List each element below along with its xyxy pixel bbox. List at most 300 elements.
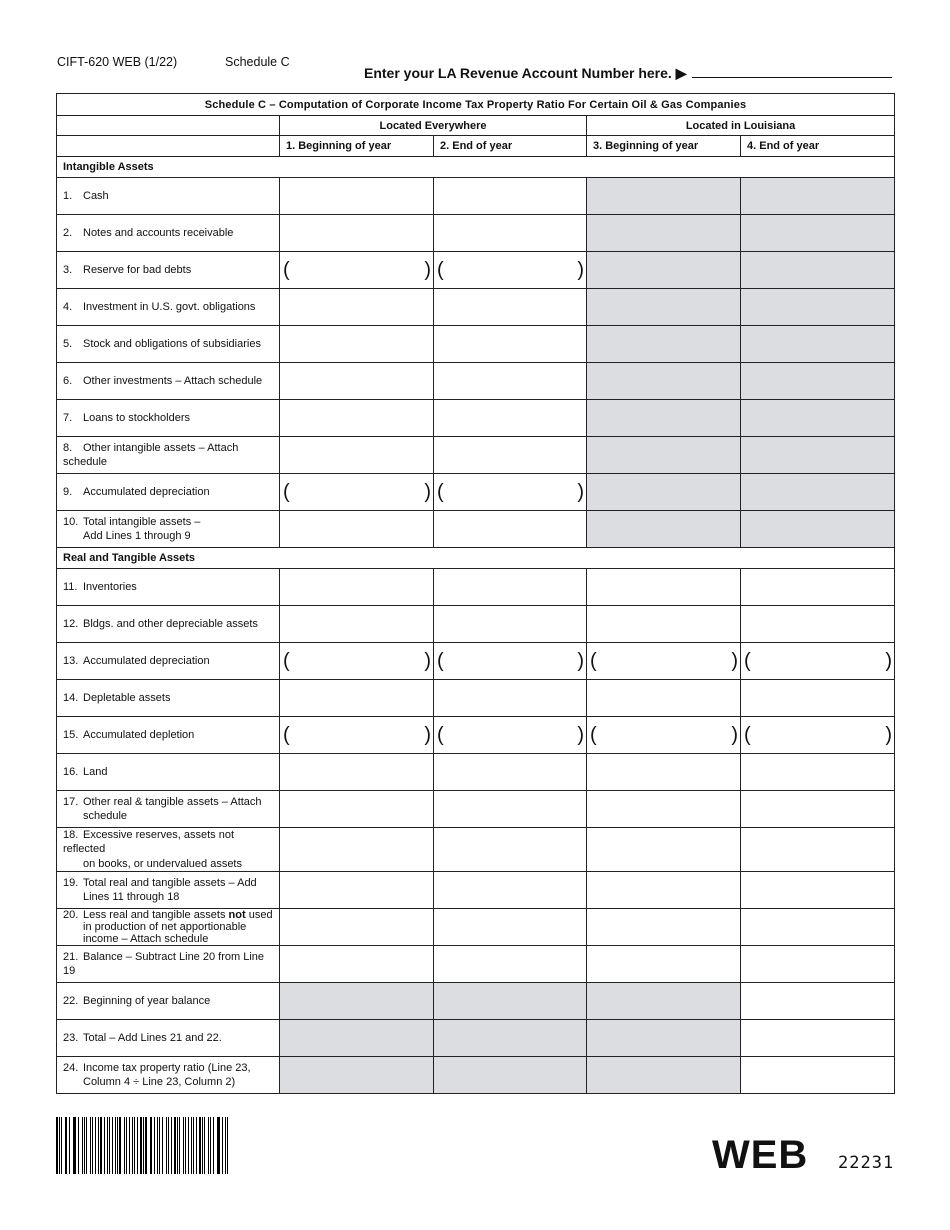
line-20-column-1-entry[interactable]: [280, 908, 434, 945]
barcode-bar: [154, 1117, 155, 1174]
line-label: [57, 643, 280, 680]
line-text: Total intangible assets –: [83, 515, 201, 528]
line-14-column-2-entry[interactable]: [434, 680, 587, 717]
line-10-column-4-shaded: [741, 511, 895, 548]
close-paren: ): [731, 724, 738, 746]
line-19-column-4-entry[interactable]: [741, 871, 895, 908]
line-16-column-2-entry[interactable]: [434, 754, 587, 791]
table-row: [57, 946, 895, 983]
blank-header-cell: [57, 116, 280, 136]
line-number: 2.: [63, 226, 73, 239]
line-text-emphasis: not: [228, 908, 246, 921]
line-number: 6.: [63, 374, 73, 387]
line-text: Depletable assets: [83, 691, 171, 704]
line-20-column-4-entry[interactable]: [741, 908, 895, 945]
barcode-bar: [227, 1117, 228, 1174]
open-paren: (: [283, 650, 290, 672]
line-10-column-3-shaded: [587, 511, 741, 548]
line-number: 11.: [63, 580, 78, 593]
line-text-cont: Lines 11 through 18: [83, 890, 180, 903]
line-5-column-4-shaded: [741, 326, 895, 363]
barcode-bar: [66, 1117, 67, 1174]
barcode-bar: [90, 1117, 91, 1174]
line-number: 23.: [63, 1032, 79, 1045]
line-text: Accumulated depreciation: [83, 485, 210, 498]
line-label: [57, 289, 280, 326]
line-text-cont: schedule: [83, 810, 128, 822]
line-24-column-3-shaded: [587, 1057, 741, 1094]
barcode-bar: [217, 1117, 218, 1174]
line-19-column-3-entry[interactable]: [587, 871, 741, 908]
table-row: [57, 363, 895, 400]
barcode-bar: [104, 1117, 105, 1174]
open-paren: (: [283, 259, 290, 281]
close-paren: ): [424, 724, 431, 746]
barcode-bar: [145, 1117, 147, 1174]
line-number: 14.: [63, 691, 79, 704]
barcode-bar: [159, 1117, 160, 1174]
line-7-column-2-entry[interactable]: [434, 400, 587, 437]
line-number: 13.: [63, 654, 79, 667]
line-7-column-4-shaded: [741, 400, 895, 437]
table-title: Schedule C – Computation of Corporate Income Tax Property Ratio For Certain Oil & Gas Companies: [57, 94, 895, 116]
barcode: [56, 1117, 230, 1174]
barcode-bar: [82, 1117, 83, 1174]
line-text: Inventories: [83, 580, 137, 593]
line-number: 5.: [63, 337, 73, 350]
line-18-column-4-entry[interactable]: [741, 828, 895, 872]
column-2-header: 2. End of year: [434, 136, 587, 157]
barcode-bar: [86, 1117, 87, 1174]
line-text: Total – Add Lines 21 and 22.: [83, 1032, 222, 1045]
line-text: Other real & tangible assets – Attach: [83, 795, 262, 808]
line-text: Income tax property ratio (Line 23,: [83, 1061, 251, 1074]
line-text: Reserve for bad debts: [83, 263, 192, 276]
close-paren: ): [577, 259, 584, 281]
line-text: used: [245, 908, 273, 921]
line-23-column-4-entry[interactable]: [741, 1020, 895, 1057]
line-text: Total real and tangible assets – Add: [83, 876, 257, 889]
line-14-column-1-entry[interactable]: [280, 680, 434, 717]
line-number: 19.: [63, 876, 79, 889]
open-paren: (: [437, 650, 444, 672]
table-row: [57, 326, 895, 363]
line-23-column-2-shaded: [434, 1020, 587, 1057]
line-label: [57, 606, 280, 643]
barcode-bar: [65, 1117, 66, 1174]
line-22-column-3-shaded: [587, 983, 741, 1020]
line-label: [57, 946, 280, 983]
barcode-bar: [137, 1117, 138, 1174]
open-paren: (: [437, 724, 444, 746]
line-17-column-2-entry[interactable]: [434, 791, 587, 828]
line-label: [57, 363, 280, 400]
line-17-column-4-entry[interactable]: [741, 791, 895, 828]
barcode-bar: [150, 1117, 151, 1174]
line-17-column-1-entry[interactable]: [280, 791, 434, 828]
barcode-bar: [56, 1117, 58, 1174]
column-4-header: 4. End of year: [741, 136, 895, 157]
barcode-bar: [157, 1117, 158, 1174]
line-2-column-3-shaded: [587, 215, 741, 252]
open-paren: (: [744, 724, 751, 746]
line-10-column-1-entry[interactable]: [280, 511, 434, 548]
line-label: [57, 215, 280, 252]
line-6-column-2-entry[interactable]: [434, 363, 587, 400]
line-11-column-3-entry[interactable]: [587, 569, 741, 606]
line-19-column-2-entry[interactable]: [434, 871, 587, 908]
line-number: 15.: [63, 728, 79, 741]
barcode-bar: [199, 1117, 201, 1174]
table-row: [57, 1020, 895, 1057]
barcode-bar: [188, 1117, 189, 1174]
group-located-everywhere: Located Everywhere: [280, 116, 587, 136]
line-number: 1.: [63, 189, 73, 202]
table-row: [57, 871, 895, 908]
line-1-column-4-shaded: [741, 178, 895, 215]
table-row: [57, 437, 895, 474]
blank-header-cell: [57, 136, 280, 157]
barcode-bar: [151, 1117, 152, 1174]
line-5-column-3-shaded: [587, 326, 741, 363]
barcode-bar: [177, 1117, 178, 1174]
line-label: [57, 400, 280, 437]
line-13-column-4-entry[interactable]: [741, 643, 895, 680]
barcode-bar: [166, 1117, 167, 1174]
line-number: 16.: [63, 765, 79, 778]
account-number-label: Enter your LA Revenue Account Number here. ▶: [364, 65, 687, 81]
line-4-column-4-shaded: [741, 289, 895, 326]
line-text-cont: on books, or undervalued assets: [83, 857, 242, 870]
line-22-column-1-shaded: [280, 983, 434, 1020]
line-5-column-2-entry[interactable]: [434, 326, 587, 363]
line-5-column-1-entry[interactable]: [280, 326, 434, 363]
open-paren: (: [744, 650, 751, 672]
line-number: 24.: [63, 1061, 79, 1074]
line-8-column-1-entry[interactable]: [280, 437, 434, 474]
barcode-bar: [171, 1117, 172, 1174]
table-row: [57, 511, 895, 548]
line-number: 17.: [63, 795, 79, 808]
line-9-column-2-entry[interactable]: [434, 474, 587, 511]
open-paren: (: [590, 650, 597, 672]
line-text: Notes and accounts receivable: [83, 226, 234, 239]
table-row: [57, 717, 895, 754]
barcode-bar: [191, 1117, 192, 1174]
line-2-column-1-entry[interactable]: [280, 215, 434, 252]
barcode-bar: [143, 1117, 144, 1174]
table-row: [57, 400, 895, 437]
barcode-bar: [140, 1117, 141, 1174]
line-number: 4.: [63, 300, 73, 313]
open-paren: (: [283, 481, 290, 503]
open-paren: (: [437, 259, 444, 281]
line-11-column-4-entry[interactable]: [741, 569, 895, 606]
barcode-bar: [132, 1117, 133, 1174]
line-3-column-4-shaded: [741, 252, 895, 289]
line-number: 8.: [63, 441, 73, 454]
close-paren: ): [577, 650, 584, 672]
web-mark: WEB: [712, 1133, 809, 1177]
line-label: [57, 178, 280, 215]
close-paren: ): [885, 650, 893, 672]
line-23-column-1-shaded: [280, 1020, 434, 1057]
line-12-column-1-entry[interactable]: [280, 606, 434, 643]
barcode-bar: [222, 1117, 223, 1174]
line-22-column-2-shaded: [434, 983, 587, 1020]
table-row: [57, 983, 895, 1020]
line-7-column-1-entry[interactable]: [280, 400, 434, 437]
line-8-column-4-shaded: [741, 437, 895, 474]
barcode-bar: [183, 1117, 184, 1174]
barcode-bar: [218, 1117, 220, 1174]
line-number: 20.: [63, 908, 79, 921]
line-label: [57, 326, 280, 363]
barcode-bar: [168, 1117, 169, 1174]
section-intangible-assets: Intangible Assets: [57, 157, 895, 178]
table-row: [57, 569, 895, 606]
table-row: [57, 215, 895, 252]
barcode-bar: [69, 1117, 70, 1174]
line-18-column-2-entry[interactable]: [434, 828, 587, 872]
line-text-cont: Column 4 ÷ Line 23, Column 2): [83, 1076, 236, 1089]
line-10-column-2-entry[interactable]: [434, 511, 587, 548]
line-text: Cash: [83, 189, 109, 202]
line-8-column-3-shaded: [587, 437, 741, 474]
barcode-bar: [100, 1117, 102, 1174]
line-9-column-4-shaded: [741, 474, 895, 511]
line-6-column-3-shaded: [587, 363, 741, 400]
line-19-column-1-entry[interactable]: [280, 871, 434, 908]
close-paren: ): [424, 481, 431, 503]
barcode-bar: [213, 1117, 214, 1174]
line-number: 7.: [63, 411, 73, 424]
barcode-bar: [185, 1117, 186, 1174]
open-paren: (: [590, 724, 597, 746]
line-text: Bldgs. and other depreciable assets: [83, 617, 258, 630]
table-row: [57, 178, 895, 215]
line-24-column-4-entry[interactable]: [741, 1057, 895, 1094]
barcode-bar: [84, 1117, 85, 1174]
line-3-column-1-entry[interactable]: [280, 252, 434, 289]
line-label: [57, 474, 280, 511]
close-paren: ): [577, 481, 584, 503]
line-16-column-1-entry[interactable]: [280, 754, 434, 791]
line-text: Accumulated depreciation: [83, 654, 210, 667]
barcode-bar: [61, 1117, 62, 1174]
line-13-column-2-entry[interactable]: [434, 643, 587, 680]
line-13-column-1-entry[interactable]: [280, 643, 434, 680]
barcode-bar: [74, 1117, 75, 1174]
table-row: [57, 289, 895, 326]
line-22-column-4-entry[interactable]: [741, 983, 895, 1020]
barcode-bar: [78, 1117, 80, 1174]
line-14-column-4-entry[interactable]: [741, 680, 895, 717]
barcode-bar: [162, 1117, 163, 1174]
table-row: [57, 680, 895, 717]
line-17-column-3-entry[interactable]: [587, 791, 741, 828]
column-1-header: 1. Beginning of year: [280, 136, 434, 157]
line-15-column-3-entry[interactable]: [587, 717, 741, 754]
line-12-column-4-entry[interactable]: [741, 606, 895, 643]
line-text: Accumulated depletion: [83, 728, 195, 741]
barcode-bar: [98, 1117, 99, 1174]
table-row: [57, 474, 895, 511]
line-text-cont: Add Lines 1 through 9: [83, 530, 191, 542]
line-21-column-4-entry[interactable]: [741, 946, 895, 983]
account-number-field[interactable]: [692, 65, 892, 78]
line-12-column-2-entry[interactable]: [434, 606, 587, 643]
barcode-bar: [179, 1117, 180, 1174]
line-16-column-4-entry[interactable]: [741, 754, 895, 791]
line-4-column-3-shaded: [587, 289, 741, 326]
table-row: [57, 754, 895, 791]
barcode-bar: [193, 1117, 194, 1174]
close-paren: ): [731, 650, 738, 672]
line-21-column-1-entry[interactable]: [280, 946, 434, 983]
barcode-bar: [208, 1117, 209, 1174]
line-text: Land: [83, 765, 108, 778]
line-24-column-2-shaded: [434, 1057, 587, 1094]
line-21-column-2-entry[interactable]: [434, 946, 587, 983]
barcode-bar: [92, 1117, 93, 1174]
schedule-label: Schedule C: [225, 55, 290, 69]
line-6-column-4-shaded: [741, 363, 895, 400]
table-row: [57, 643, 895, 680]
table-row: [57, 252, 895, 289]
barcode-bar: [225, 1117, 226, 1174]
close-paren: ): [424, 650, 431, 672]
barcode-bar: [196, 1117, 197, 1174]
line-text: Stock and obligations of subsidiaries: [83, 337, 261, 350]
line-23-column-3-shaded: [587, 1020, 741, 1057]
line-3-column-3-shaded: [587, 252, 741, 289]
line-15-column-2-entry[interactable]: [434, 717, 587, 754]
line-text-cont: income – Attach schedule: [83, 933, 209, 946]
barcode-bar: [59, 1117, 60, 1174]
line-number: 18.: [63, 829, 79, 841]
line-2-column-2-entry[interactable]: [434, 215, 587, 252]
table-row: [57, 791, 895, 828]
line-text: Beginning of year balance: [83, 995, 211, 1008]
line-14-column-3-entry[interactable]: [587, 680, 741, 717]
line-label: [57, 1020, 280, 1057]
barcode-bar: [119, 1117, 120, 1174]
line-label: [57, 437, 280, 474]
form-id: CIFT-620 WEB (1/22): [57, 55, 178, 69]
line-15-column-1-entry[interactable]: [280, 717, 434, 754]
line-13-column-3-entry[interactable]: [587, 643, 741, 680]
open-paren: (: [437, 481, 444, 503]
section-real-tangible-assets: Real and Tangible Assets: [57, 548, 895, 569]
line-text: Other intangible assets – Attach schedule: [63, 441, 239, 468]
close-paren: ): [885, 724, 893, 746]
group-located-in-louisiana: Located in Louisiana: [587, 116, 895, 136]
line-4-column-2-entry[interactable]: [434, 289, 587, 326]
line-9-column-3-shaded: [587, 474, 741, 511]
line-text: Investment in U.S. govt. obligations: [83, 300, 256, 313]
line-7-column-3-shaded: [587, 400, 741, 437]
line-12-column-3-entry[interactable]: [587, 606, 741, 643]
line-1-column-3-shaded: [587, 178, 741, 215]
line-text: Loans to stockholders: [83, 411, 191, 424]
form-code: 22231: [838, 1153, 895, 1173]
line-label: [57, 717, 280, 754]
line-label: [57, 252, 280, 289]
line-3-column-2-entry[interactable]: [434, 252, 587, 289]
barcode-bar: [174, 1117, 176, 1174]
line-21-column-3-entry[interactable]: [587, 946, 741, 983]
line-label: [57, 1057, 280, 1094]
line-11-column-1-entry[interactable]: [280, 569, 434, 606]
table-row: [57, 606, 895, 643]
barcode-bar: [129, 1117, 130, 1174]
line-1-column-2-entry[interactable]: [434, 178, 587, 215]
line-text: Excessive reserves, assets not reflected: [63, 829, 235, 856]
barcode-bar: [124, 1117, 126, 1174]
line-label: [57, 791, 280, 828]
line-text: Less real and tangible assets: [83, 908, 229, 921]
account-number-prompt: [364, 65, 892, 82]
line-label: [57, 569, 280, 606]
line-20-column-2-entry[interactable]: [434, 908, 587, 945]
line-number: 3.: [63, 263, 73, 276]
line-16-column-3-entry[interactable]: [587, 754, 741, 791]
line-8-column-2-entry[interactable]: [434, 437, 587, 474]
close-paren: ): [577, 724, 584, 746]
barcode-bar: [126, 1117, 127, 1174]
barcode-bar: [117, 1117, 118, 1174]
line-24-column-1-shaded: [280, 1057, 434, 1094]
line-label: [57, 828, 280, 872]
barcode-bar: [95, 1117, 96, 1174]
close-paren: ): [424, 259, 431, 281]
barcode-bar: [210, 1117, 211, 1174]
line-6-column-1-entry[interactable]: [280, 363, 434, 400]
schedule-c-table: [56, 93, 895, 1094]
line-20-column-3-entry[interactable]: [587, 908, 741, 945]
line-11-column-2-entry[interactable]: [434, 569, 587, 606]
line-text-cont: in production of net apportionable: [83, 920, 247, 933]
line-number: 10.: [63, 515, 79, 528]
barcode-bar: [107, 1117, 108, 1174]
table-row: [57, 908, 895, 945]
line-2-column-4-shaded: [741, 215, 895, 252]
line-9-column-1-entry[interactable]: [280, 474, 434, 511]
line-18-column-1-entry[interactable]: [280, 828, 434, 872]
line-number: 22.: [63, 995, 79, 1008]
line-number: 21.: [63, 950, 79, 963]
column-3-header: 3. Beginning of year: [587, 136, 741, 157]
line-1-column-1-entry[interactable]: [280, 178, 434, 215]
line-15-column-4-entry[interactable]: [741, 717, 895, 754]
barcode-bar: [115, 1117, 116, 1174]
line-label: [57, 908, 280, 945]
line-label: [57, 754, 280, 791]
open-paren: (: [283, 724, 290, 746]
line-label: [57, 680, 280, 717]
line-label: [57, 511, 280, 548]
barcode-bar: [134, 1117, 135, 1174]
table-row: [57, 828, 895, 872]
barcode-bar: [73, 1117, 74, 1174]
line-number: 9.: [63, 485, 73, 498]
line-label: [57, 871, 280, 908]
line-18-column-3-entry[interactable]: [587, 828, 741, 872]
line-4-column-1-entry[interactable]: [280, 289, 434, 326]
barcode-bar: [202, 1117, 203, 1174]
line-label: [57, 983, 280, 1020]
